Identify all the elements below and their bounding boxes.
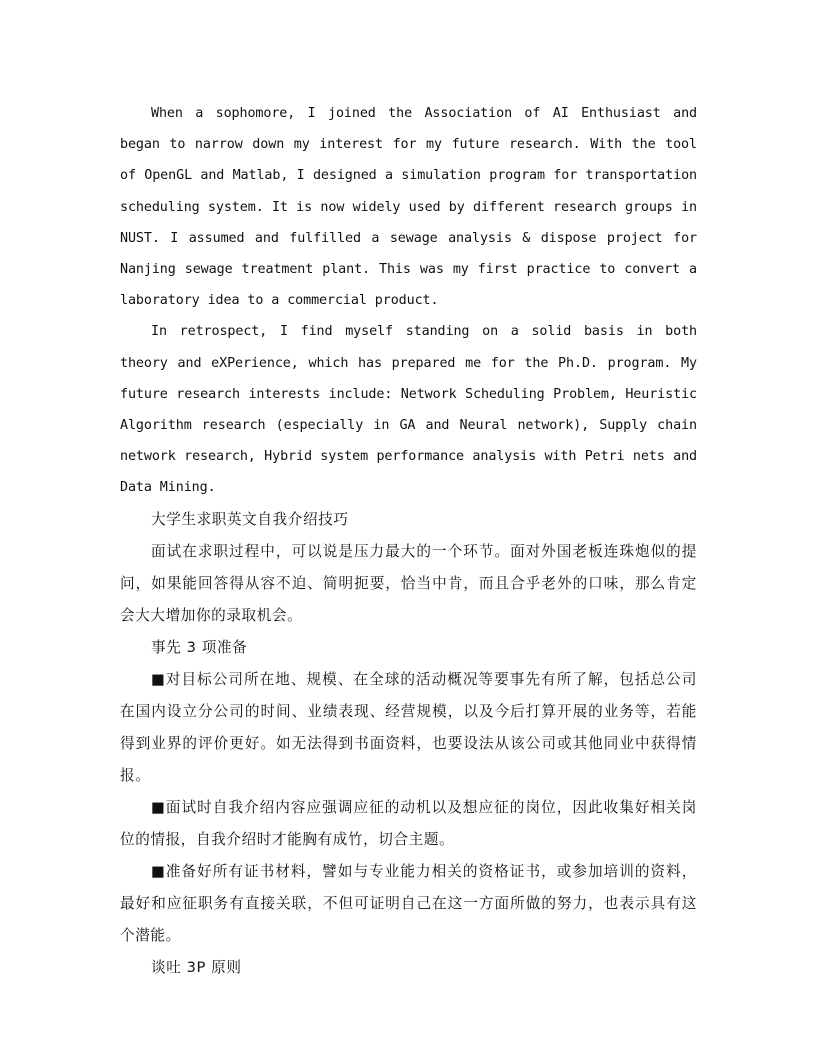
section-heading-preparation: 事先 3 项准备 <box>151 638 248 656</box>
bullet-motivation: ■面试时自我介绍内容应强调应征的动机以及想应征的岗位，因此收集好相关岗位的情报，自我介绍时才能胸有成竹，切合主题。 <box>120 798 697 848</box>
bullet-company-research: ■对目标公司所在地、规模、在全球的活动概况等要事先有所了解，包括总公司在国内设立分公司的时间、业绩表现、经营规模，以及今后打算开展的业务等，若能得到业界的评价更好。如无法得到书面资料，也要设法从该公司或其他同业中获得情报。 <box>120 670 697 784</box>
paragraph-research-experience: When a sophomore, I joined the Association of AI Enthusiast and began to narrow down my interest for my future research. With the tool of OpenGL and Matlab, I designed a simulation program for transportation scheduling system. It is now widely used by different research groups in NUST. I assumed and fulfilled a sewage analysis & dispose project for Nanjing sewage treatment plant. This was my first practice to convert a laboratory idea to a commercial product. <box>120 106 697 309</box>
paragraph-interview-pressure: 面试在求职过程中，可以说是压力最大的一个环节。面对外国老板连珠炮似的提问，如果能回答得从容不迫、简明扼要，恰当中肯，而且合乎老外的口味，那么肯定会大大增加你的录取机会。 <box>120 542 697 624</box>
section-heading-3p-principle: 谈吐 3P 原则 <box>151 958 242 976</box>
paragraph-retrospect: In retrospect, I find myself standing on a solid basis in both theory and eXPerience, which has prepared me for the Ph.D. program. My future research interests include: Network Scheduling Problem, Heuristic Algorithm research (especially in GA and Neural network), Supply chain network research, Hybrid system performance analysis with Petri nets and Data Mining. <box>120 324 697 496</box>
document-body <box>120 98 697 984</box>
section-heading-intro-tips: 大学生求职英文自我介绍技巧 <box>151 510 349 528</box>
bullet-certificates: ■准备好所有证书材料，譬如与专业能力相关的资格证书，或参加培训的资料，最好和应征职务有直接关联，不但可证明自己在这一方面所做的努力，也表示具有这个潜能。 <box>120 862 697 944</box>
